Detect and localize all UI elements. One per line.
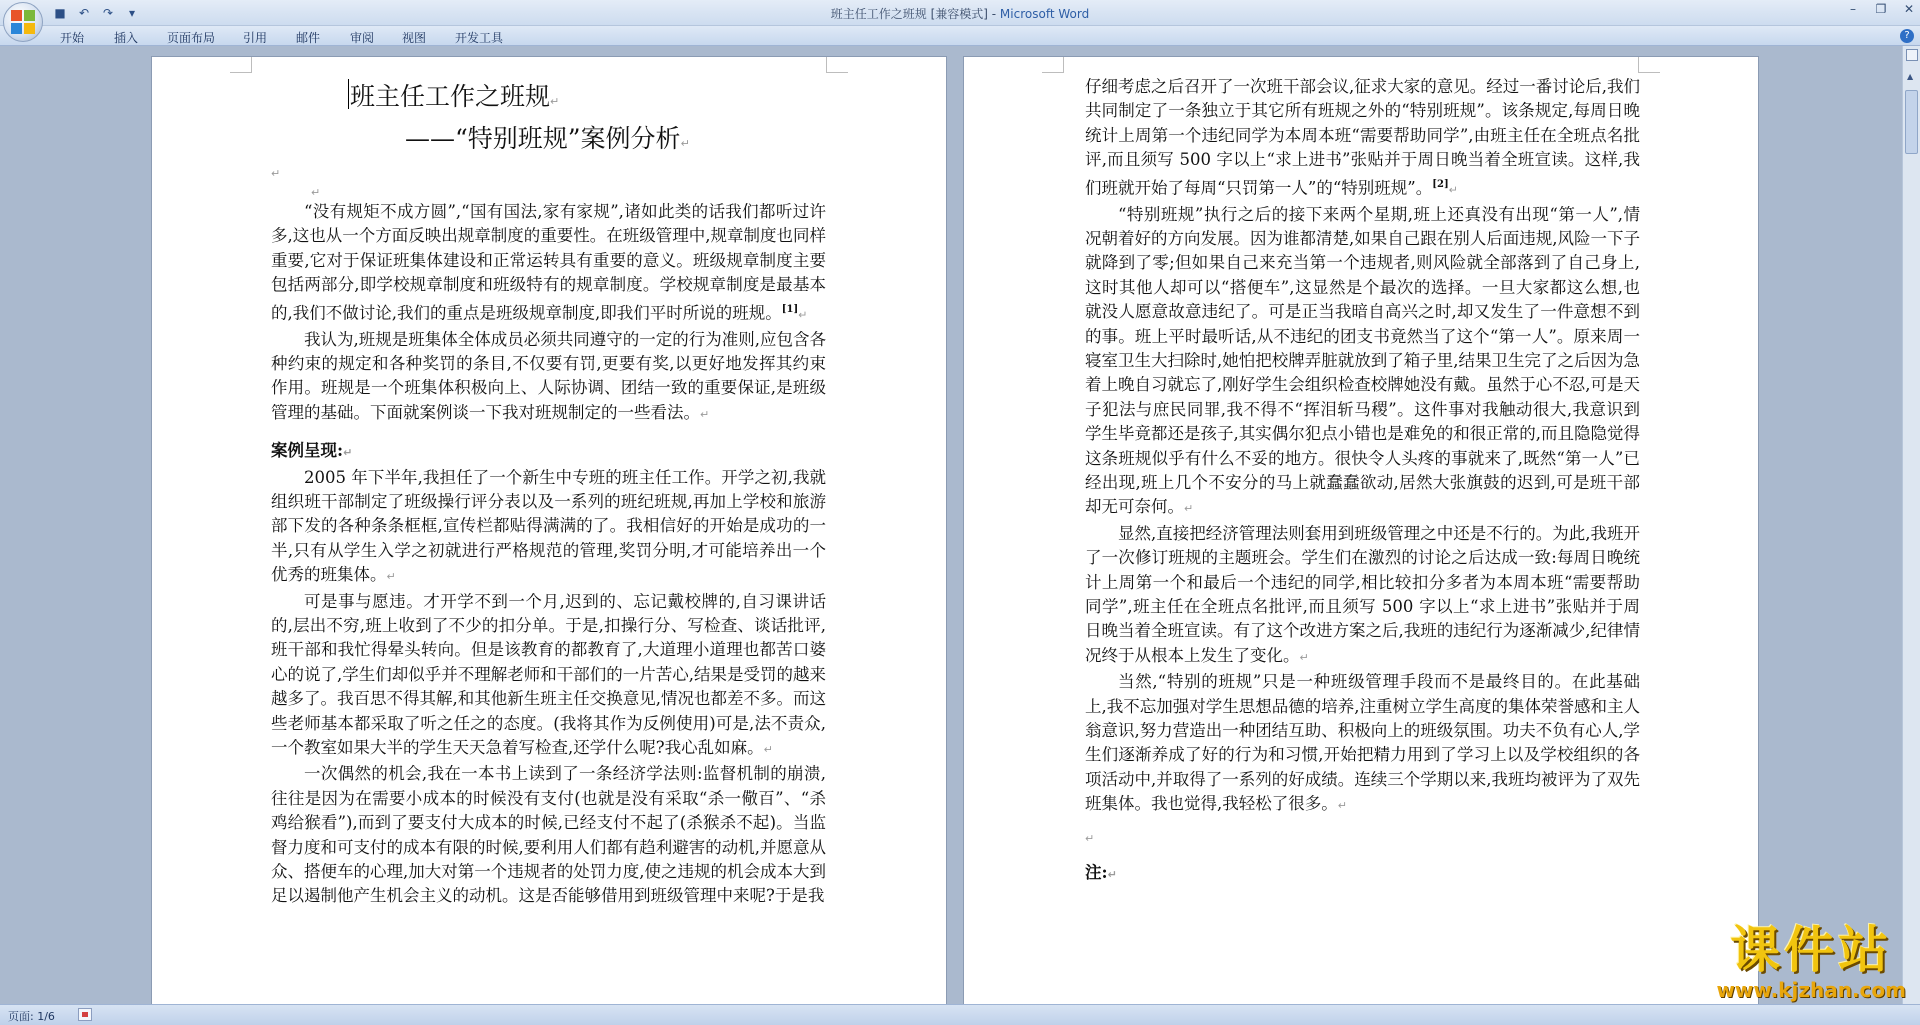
document-name: 班主任工作之班规 [兼容模式] - [830, 7, 1000, 21]
tab-page-layout[interactable]: 页面布局 [167, 31, 216, 45]
paragraph-mark: ↵ [1299, 650, 1309, 664]
paragraph [1085, 670, 1640, 818]
paragraph-text: 2005 年下半年,我担任了一个新生中专班的班主任工作。开学之初,我就组织班干部制定了班级操行评分表以及一系列的班纪班规,再加上学校和旅游部下发的各种条条框框,宣传栏都贴得满满的了。我相信好的开始是成功的一半,只有从学生入学之初就进行严格规范的管理,奖罚分明,才可能培养出一个优秀的班集体。 [271, 467, 826, 585]
window-controls [1846, 2, 1916, 16]
paragraph [271, 466, 826, 590]
document-subtitle [405, 119, 690, 155]
proofing-icon[interactable] [78, 1008, 92, 1021]
paragraph [271, 590, 826, 763]
customize-icon[interactable]: ▾ [128, 6, 136, 20]
empty-paragraph: ↵ [311, 186, 321, 199]
paragraph-text: 仔细考虑之后召开了一次班干部会议,征求大家的意见。经过一番讨论后,我们共同制定了一条独立于其它所有班规之外的“特别班规”。该条规定,每周日晚统计上周第一个违纪同学为本周本班“需要帮助同学”,由班主任在全班点名批评,而且须写 500 字以上“求上进书”张贴并于周日晚当着全班宣读。这样,我们班就开始了每周“只罚第一人”的“特别班规”。 [1085, 77, 1640, 198]
paragraph-mark: ↵ [1107, 867, 1117, 881]
scroll-thumb[interactable] [1905, 90, 1918, 154]
watermark-text: 课件站 [1730, 921, 1893, 979]
paragraph-text: 当然,“特别的班规”只是一种班级管理手段而不是最终目的。在此基础上,我不忘加强对学生思想品德的培养,注重树立学生高度的集体荣誉感和主人翁意识,努力营造出一种团结互助、积极向上的班级氛围。功夫不负有心人,学生们逐渐养成了好的行为和习惯,开始把精力用到了学习上以及学校组织的各项活动中,并取得了一系列的好成绩。连续三个学期以来,我班均被评为了双先班集体。我也觉得,我轻松了很多。 [1085, 672, 1640, 814]
paragraph-mark: ↵ [1184, 502, 1194, 516]
title-bar [0, 0, 1920, 26]
crop-mark [230, 57, 252, 73]
paragraph [1085, 75, 1640, 203]
undo-icon[interactable]: ↶ [78, 6, 90, 20]
notes-heading [1085, 861, 1640, 887]
empty-paragraph: ↵ [1085, 831, 1095, 845]
page-count[interactable]: 页面: 1/6 [8, 1010, 55, 1023]
notes-heading-text: 注: [1085, 862, 1108, 882]
crop-mark [1638, 57, 1660, 73]
paragraph [271, 328, 826, 428]
watermark-logo [1716, 922, 1906, 1002]
watermark-url: www.kjzhan.com [1716, 978, 1906, 1002]
empty-paragraph: ↵ [271, 167, 281, 180]
ruler-toggle-icon[interactable] [1906, 49, 1918, 61]
page-1[interactable] [151, 56, 947, 1016]
close-icon[interactable]: ✕ [1903, 2, 1915, 16]
footnote-ref[interactable]: [1] [781, 303, 799, 315]
page-2-body [1085, 75, 1640, 1015]
paragraph-text: 我认为,班规是班集体全体成员必须共同遵守的一定的行为准则,应包含各种约束的规定和各种奖罚的条目,不仅要有罚,更要有奖,以更好地发挥其约束作用。班规是一个班集体积极向上、人际协调、团结一致的重要保证,是班级管理的基础。下面就案例谈一下我对班规制定的一些看法。 [271, 329, 826, 422]
paragraph [1085, 522, 1640, 670]
save-icon[interactable]: ■ [54, 6, 66, 20]
help-icon[interactable]: ? [1900, 29, 1914, 43]
tab-developer[interactable]: 开发工具 [455, 31, 504, 45]
vertical-scrollbar[interactable] [1902, 46, 1920, 1004]
paragraph-mark: ↵ [680, 137, 690, 150]
office-logo-icon [11, 10, 35, 34]
footnote-ref[interactable]: [2] [1432, 178, 1449, 190]
paragraph [1085, 203, 1640, 522]
document-subtitle-text: ——“特别班规”案例分析 [405, 124, 681, 153]
paragraph-text: “特别班规”执行之后的接下来两个星期,班上还真没有出现“第一人”,情况朝着好的方向发展。因为谁都清楚,如果自己跟在别人后面违规,风险一下子就降到了零;但如果自己来充当第一个违规者,则风险就全部落到了自己身上,这时其他人却可以“搭便车”,这显然是个最次的选择。一旦大家都这么想,也就没人愿意故意违纪了。可是正当我暗自高兴之时,却又发生了一件意想不到的事。班上平时最听话,从不违纪的团支书竟然当了这个“第一人”。原来周一寝室卫生大扫除时,她怕把校牌弄脏就放到了箱子里,结果卫生完了之后因为急着上晚自习就忘了,刚好学生会组织检查校牌她没有戴。虽然于心不忍,可是天子犯法与庶民同罪,我不得不“挥泪斩马稷”。这件事对我触动很大,我意识到学生毕竟都还是孩子,其实偶尔犯点小错也是难免的和很正常的,而且隐隐觉得这条班规似乎有什么不妥的地方。很快令人头疼的事就来了,既然“第一人”已经出现,班上几个不安分的马上就蠢蠢欲动,居然大张旗鼓的迟到,可是班干部却无可奈何。 [1085, 204, 1640, 517]
page-2[interactable] [963, 56, 1759, 1016]
paragraph-mark: ↵ [550, 95, 560, 108]
office-button[interactable] [3, 2, 43, 42]
scroll-up-icon[interactable]: ▲ [1907, 72, 1914, 81]
page-1-body [271, 162, 826, 1012]
redo-icon[interactable]: ↷ [102, 6, 114, 20]
ribbon-tabs [0, 26, 1920, 46]
document-title [350, 77, 559, 113]
paragraph-mark: ↵ [1337, 799, 1347, 813]
tab-references[interactable]: 引用 [243, 31, 268, 45]
paragraph-mark: ↵ [700, 407, 710, 421]
crop-mark [1042, 57, 1064, 73]
app-name: Microsoft Word [999, 7, 1090, 21]
tab-mailings[interactable]: 邮件 [296, 31, 321, 45]
paragraph-text: “没有规矩不成方圆”,“国有国法,家有家规”,诸如此类的话我们都听过许多,这也从一个方面反映出规章制度的重要性。在班级管理中,规章制度也同样重要,它对于保证班集体建设和正常运转具有重要的意义。班级规章制度主要包括两部分,即学校规章制度和班级特有的规章制度。学校规章制度是最基本的,我们不做讨论,我们的重点是班级规章制度,即我们平时所说的班规。 [271, 202, 826, 323]
section-heading [271, 439, 826, 465]
paragraph-mark: ↵ [763, 743, 773, 757]
section-heading-text: 案例呈现: [271, 441, 344, 461]
paragraph-mark: ↵ [798, 308, 808, 322]
document-title-text: 班主任工作之班规 [350, 82, 551, 111]
paragraph [271, 762, 826, 908]
paragraph-text: 可是事与愿违。才开学不到一个月,迟到的、忘记戴校牌的,自习课讲话的,层出不穷,班上收到了不少的扣分单。于是,扣操行分、写检查、谈话批评,班干部和我忙得晕头转向。但是该教育的都教育了,大道理小道理也都苦口婆心的说了,学生们却似乎并不理解老师和干部们的一片苦心,结果是受罚的越来越多了。我百思不得其解,和其他新生班主任交换意见,情况也都差不多。而这些老师基本都采取了听之任之的态度。(我将其作为反例使用)可是,法不责众,一个教室如果大半的学生天天急着写检查,还学什么呢?我心乱如麻。 [271, 591, 826, 758]
window-title [0, 5, 1920, 22]
paragraph-mark: ↵ [386, 570, 396, 584]
minimize-icon[interactable]: – [1850, 2, 1856, 16]
tab-home[interactable]: 开始 [60, 31, 85, 45]
status-bar [0, 1004, 1920, 1025]
text-cursor [348, 79, 349, 109]
paragraph-mark: ↵ [343, 446, 353, 460]
restore-icon[interactable]: ❐ [1875, 2, 1887, 16]
tab-view[interactable]: 视图 [402, 31, 427, 45]
paragraph [271, 200, 826, 328]
paragraph-mark: ↵ [1448, 183, 1458, 197]
tab-review[interactable]: 审阅 [350, 31, 375, 45]
crop-mark [826, 57, 848, 73]
paragraph-text: 显然,直接把经济管理法则套用到班级管理之中还是不行的。为此,我班开了一次修订班规的主题班会。学生们在激烈的讨论之后达成一致:每周日晚统计上周第一个和最后一个违纪的同学,相比较扣分多者为本周本班“需要帮助同学”,班主任在全班点名批评,而且须写 500 字以上“求上进书”张贴并于周日晚当着全班宣读。有了这个改进方案之后,我班的违纪行为逐渐减少,纪律情况终于从根本上发生了变化。 [1085, 523, 1640, 665]
paragraph-text: 一次偶然的机会,我在一本书上读到了一条经济学法则:监督机制的崩溃,往往是因为在需要小成本的时候没有支付(也就是没有采取“杀一儆百”、“杀鸡给猴看”),而到了要支付大成本的时候,已经支付不起了(杀猴杀不起)。当监督力度和可支付的成本有限的时候,要利用人们都有趋利避害的动机,并愿意从众、搭便车的心理,加大对第一个违规者的处罚力度,使之违规的机会成本大到足以遏制他产生机会主义的动机。这是否能够借用到班级管理中来呢?于是我 [271, 764, 826, 906]
tab-insert[interactable]: 插入 [114, 31, 139, 45]
